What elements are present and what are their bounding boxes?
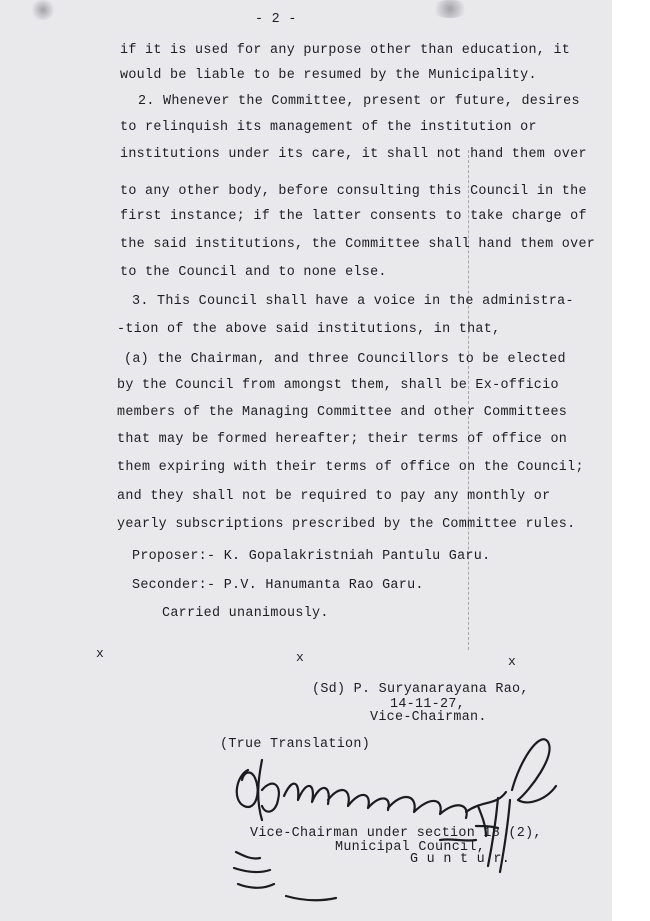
body-line-8: the said institutions, the Committee shall hand them over — [120, 237, 596, 252]
body-line-17: and they shall not be required to pay any monthly or — [117, 489, 551, 504]
body-line-12: (a) the Chairman, and three Councillors to be elected — [124, 352, 566, 367]
body-line-2: would be liable to be resumed by the Municipality. — [120, 68, 537, 83]
separator-mark-left: x — [96, 646, 104, 661]
proposer-line: Proposer:- K. Gopalakristniah Pantulu Garu. — [132, 549, 491, 564]
body-line-14: members of the Managing Committee and other Committees — [117, 405, 568, 420]
separator-mark-right: x — [508, 654, 516, 669]
body-line-13: by the Council from amongst them, shall be Ex-officio — [117, 378, 559, 393]
body-line-3: 2. Whenever the Committee, present or future, desires — [138, 94, 580, 109]
footer-office: Municipal Council, — [335, 840, 486, 855]
body-line-7: first instance; if the latter consents to take charge of — [120, 209, 587, 224]
body-line-9: to the Council and to none else. — [120, 265, 387, 280]
footer-city: G u n t u r. — [410, 852, 511, 867]
body-line-1: if it is used for any purpose other than education, it — [120, 43, 571, 58]
signed-by: (Sd) P. Suryanarayana Rao, — [312, 682, 529, 697]
body-line-4: to relinquish its management of the institution or — [120, 120, 537, 135]
body-line-16: them expiring with their terms of office on the Council; — [117, 460, 584, 475]
body-line-6: to any other body, before consulting this Council in the — [120, 184, 587, 199]
signed-date: 14-11-27, — [390, 697, 466, 712]
true-translation-note: (True Translation) — [220, 737, 371, 752]
resolution-result: Carried unanimously. — [162, 606, 329, 621]
body-line-5: institutions under its care, it shall not hand them over — [120, 147, 587, 162]
seconder-line: Seconder:- P.V. Hanumanta Rao Garu. — [132, 578, 424, 593]
body-line-11: -tion of the above said institutions, in that, — [117, 322, 501, 337]
body-line-18: yearly subscriptions prescribed by the Committee rules. — [117, 517, 576, 532]
footer-designation: Vice-Chairman under section 18 (2), — [250, 826, 542, 841]
scan-margin — [612, 0, 650, 921]
signed-title: Vice-Chairman. — [370, 710, 487, 725]
body-line-10: 3. This Council shall have a voice in the administra- — [132, 294, 574, 309]
body-line-15: that may be formed hereafter; their terms of office on — [117, 432, 568, 447]
separator-mark-center: x — [296, 650, 304, 665]
page-number: - 2 - — [255, 12, 297, 27]
